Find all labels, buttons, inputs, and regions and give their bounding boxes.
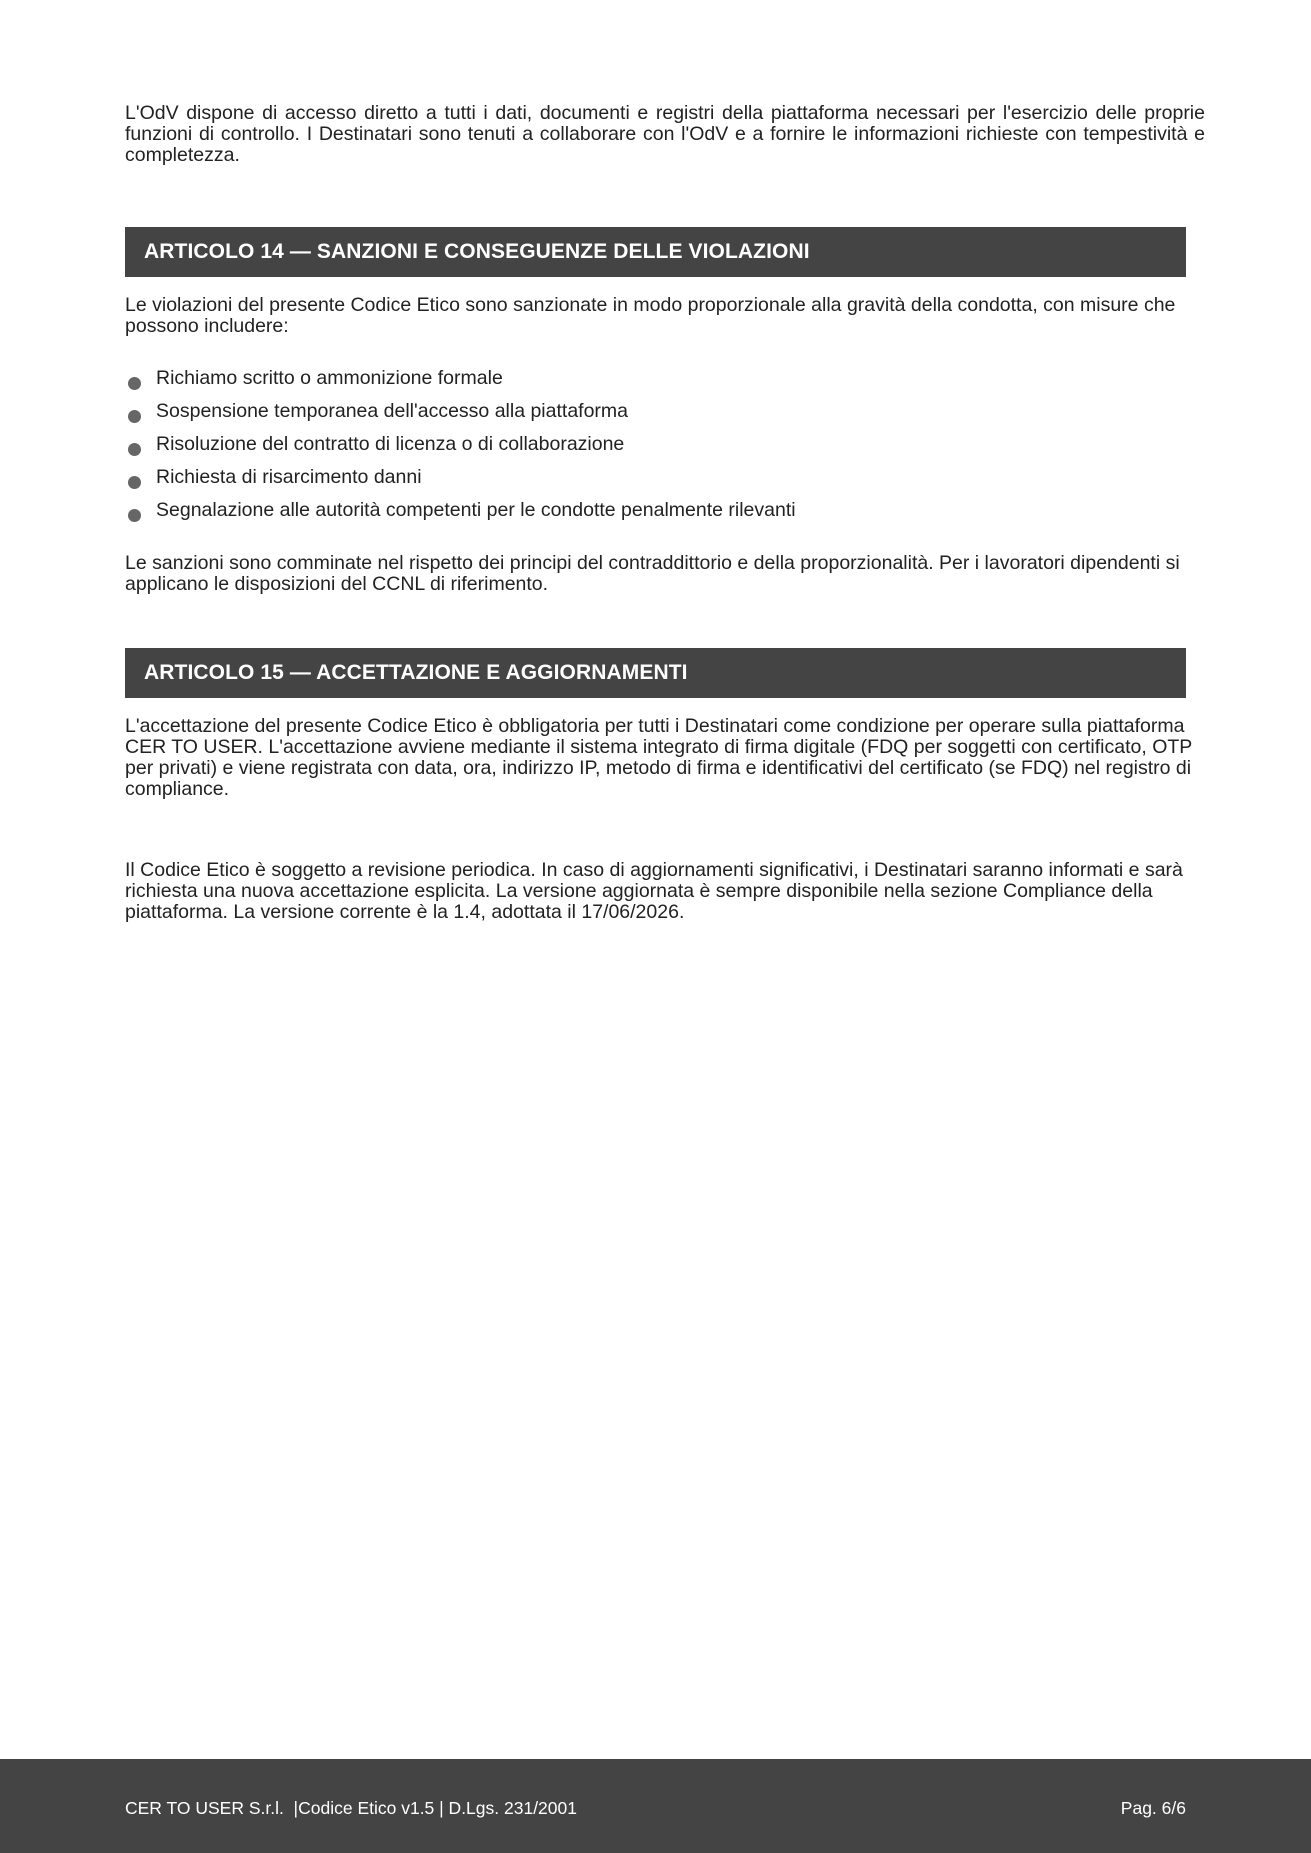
list-item-text: Segnalazione alle autorità competenti per le condotte penalmente rilevanti [156, 499, 796, 521]
list-item [125, 500, 1205, 533]
bullet-icon [128, 509, 141, 522]
article-14-list [125, 368, 1205, 533]
list-item-text: Richiesta di risarcimento danni [156, 466, 422, 488]
article-14-closing: Le sanzioni sono comminate nel rispetto dei principi del contraddittorio e della proporzionalità. Per i lavoratori dipendenti si applicano le disposizioni del CCNL di riferimento. [125, 552, 1180, 595]
article-15-body-2 [125, 860, 1205, 923]
bullet-icon [128, 410, 141, 423]
article-14-body [125, 295, 1205, 337]
bullet-icon [128, 476, 141, 489]
page-footer [0, 1759, 1311, 1853]
intro-paragraph: L'OdV dispone di accesso diretto a tutti i dati, documenti e registri della piattaforma necessari per l'esercizio delle proprie funzioni di controllo. I Destinatari sono tenuti a collaborare con l'OdV e a fornire le informazioni richieste con tempestività e completezza. [125, 102, 1205, 166]
bullet-icon [128, 377, 141, 390]
list-item [125, 401, 1205, 434]
list-item [125, 434, 1205, 467]
list-item [125, 368, 1205, 401]
footer-page-number: Pag. 6/6 [1120, 1798, 1186, 1818]
article-14-intro: Le violazioni del presente Codice Etico sono sanzionate in modo proporzionale alla gravità della condotta, con misure che possono includere: [125, 294, 1176, 337]
article-15-body [125, 716, 1205, 800]
footer-company-info: CER TO USER S.r.l. |Codice Etico v1.5 | D.Lgs. 231/2001 [125, 1798, 577, 1818]
article-14-closing-section [125, 553, 1205, 595]
list-item-text: Sospensione temporanea dell'accesso alla piattaforma [156, 400, 629, 422]
list-item-text: Richiamo scritto o ammonizione formale [156, 367, 503, 389]
article-15-paragraph-2: Il Codice Etico è soggetto a revisione periodica. In caso di aggiornamenti significativi, i Destinatari saranno informati e sarà richiesta una nuova accettazione esplicita. La versione aggiornata è sempre disponibile nella sezione Compliance della piattaforma. La versione corrente è la 1.4, adottata il 17/06/2026. [125, 859, 1183, 923]
list-item [125, 467, 1205, 500]
sanctions-list [125, 368, 1205, 533]
list-item-text: Risoluzione del contratto di licenza o di collaborazione [156, 433, 625, 455]
intro-section [125, 103, 1205, 166]
article-14-header: ARTICOLO 14 — SANZIONI E CONSEGUENZE DELLE VIOLAZIONI [125, 227, 1186, 277]
article-15-paragraph-1: L'accettazione del presente Codice Etico è obbligatoria per tutti i Destinatari come condizione per operare sulla piattaforma CER TO USER. L'accettazione avviene mediante il sistema integrato di firma digitale (FDQ per soggetti con certificato, OTP per privati) e viene registrata con data, ora, indirizzo IP, metodo di firma e identificativi del certificato (se FDQ) nel registro di compliance. [125, 715, 1192, 800]
bullet-icon [128, 443, 141, 456]
article-15-header: ARTICOLO 15 — ACCETTAZIONE E AGGIORNAMENTI [125, 648, 1186, 698]
